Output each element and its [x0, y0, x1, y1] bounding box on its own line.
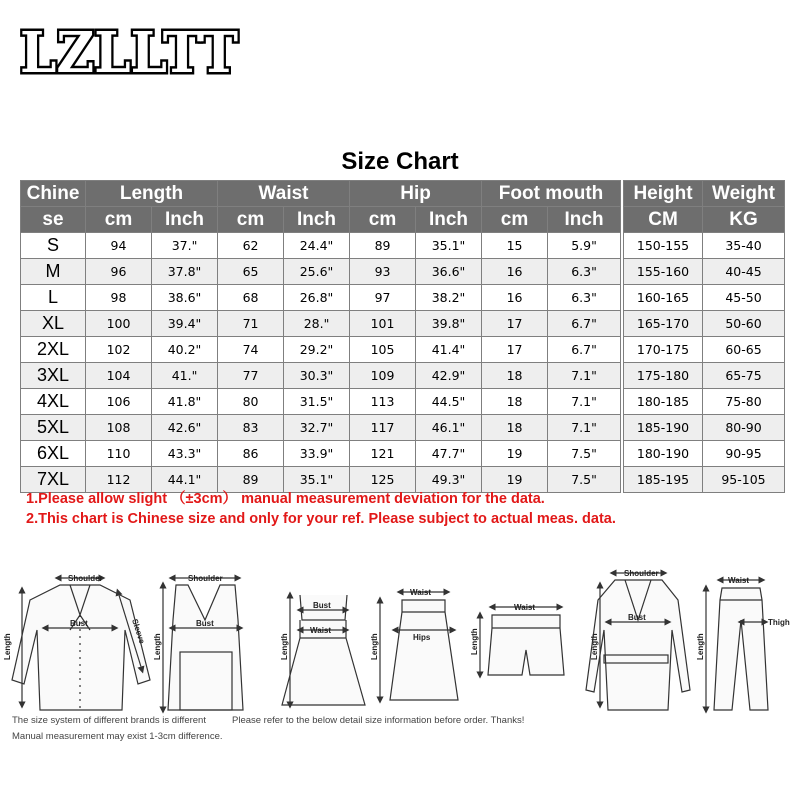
- size-cell: S: [21, 233, 86, 259]
- height-cell: 160-165: [624, 285, 703, 311]
- hw-table-body: [624, 233, 785, 493]
- size-cell: L: [21, 285, 86, 311]
- table-row: [624, 389, 785, 415]
- height-cell: 185-190: [624, 415, 703, 441]
- value-cell: 16: [482, 259, 548, 285]
- value-cell: 109: [350, 363, 416, 389]
- value-cell: 80: [218, 389, 284, 415]
- value-cell: 7.1": [548, 363, 621, 389]
- dress-length-label: Length: [280, 633, 289, 660]
- table-header-row: [21, 181, 621, 207]
- value-cell: 40.2": [152, 337, 218, 363]
- value-cell: 18: [482, 415, 548, 441]
- weight-cell: 80-90: [703, 415, 785, 441]
- header-waist: Waist: [218, 181, 350, 207]
- weight-cell: 50-60: [703, 311, 785, 337]
- weight-cell: 35-40: [703, 233, 785, 259]
- value-cell: 6.3": [548, 259, 621, 285]
- value-cell: 26.8": [284, 285, 350, 311]
- value-cell: 38.6": [152, 285, 218, 311]
- height-cell: 170-175: [624, 337, 703, 363]
- value-cell: 77: [218, 363, 284, 389]
- value-cell: 35.1": [416, 233, 482, 259]
- value-cell: 24.4": [284, 233, 350, 259]
- value-cell: 38.2": [416, 285, 482, 311]
- size-cell: M: [21, 259, 86, 285]
- value-cell: 44.1": [152, 467, 218, 493]
- value-cell: 93: [350, 259, 416, 285]
- weight-cell: 75-80: [703, 389, 785, 415]
- unit-cell: cm: [350, 207, 416, 233]
- header-foot-mouth: Foot mouth: [482, 181, 621, 207]
- value-cell: 43.3": [152, 441, 218, 467]
- unit-cell: cm: [482, 207, 548, 233]
- table-row: [624, 363, 785, 389]
- weight-cell: 45-50: [703, 285, 785, 311]
- value-cell: 39.8": [416, 311, 482, 337]
- value-cell: 37.": [152, 233, 218, 259]
- unit-cell: cm: [86, 207, 152, 233]
- value-cell: 31.5": [284, 389, 350, 415]
- shirt-length-label: Length: [3, 633, 12, 660]
- value-cell: 15: [482, 233, 548, 259]
- shirt-illustration: [12, 578, 150, 710]
- unit-cell: Inch: [416, 207, 482, 233]
- skirt-illustration: [380, 592, 458, 700]
- value-cell: 96: [86, 259, 152, 285]
- value-cell: 42.6": [152, 415, 218, 441]
- brand-logo: [18, 22, 240, 80]
- hw-header-row: [624, 181, 785, 207]
- height-cell: 180-185: [624, 389, 703, 415]
- value-cell: 28.": [284, 311, 350, 337]
- value-cell: 36.6": [416, 259, 482, 285]
- value-cell: 102: [86, 337, 152, 363]
- garment-illustrations: [0, 560, 800, 720]
- value-cell: 106: [86, 389, 152, 415]
- height-cell: 155-160: [624, 259, 703, 285]
- size-cell: 6XL: [21, 441, 86, 467]
- size-table-body: [21, 233, 621, 493]
- value-cell: 41.": [152, 363, 218, 389]
- size-table: [20, 180, 621, 493]
- brand-logo-text: LZLLTT: [20, 22, 239, 80]
- value-cell: 89: [218, 467, 284, 493]
- value-cell: 37.8": [152, 259, 218, 285]
- vest-shoulder-label: Shoulder: [188, 574, 223, 583]
- value-cell: 108: [86, 415, 152, 441]
- table-row: [624, 259, 785, 285]
- value-cell: 33.9": [284, 441, 350, 467]
- unit-height: CM: [624, 207, 703, 233]
- size-cell: 3XL: [21, 363, 86, 389]
- value-cell: 49.3": [416, 467, 482, 493]
- value-cell: 39.4": [152, 311, 218, 337]
- weight-cell: 60-65: [703, 337, 785, 363]
- value-cell: 121: [350, 441, 416, 467]
- dress-bust-label: Bust: [313, 601, 331, 610]
- header-height: Height: [624, 181, 703, 207]
- vest-length-label: Length: [153, 633, 162, 660]
- coat-illustration: [586, 573, 690, 710]
- dress-illustration: [282, 595, 365, 705]
- value-cell: 110: [86, 441, 152, 467]
- hw-unit-row: [624, 207, 785, 233]
- value-cell: 62: [218, 233, 284, 259]
- header-size: Chine: [21, 181, 86, 207]
- unit-cell: cm: [218, 207, 284, 233]
- skirt-length-label: Length: [370, 633, 379, 660]
- size-cell: 7XL: [21, 467, 86, 493]
- vest-bust-label: Bust: [196, 619, 214, 628]
- value-cell: 42.9": [416, 363, 482, 389]
- height-cell: 175-180: [624, 363, 703, 389]
- value-cell: 86: [218, 441, 284, 467]
- shirt-sleeve-label: Sleeve: [130, 617, 147, 645]
- footer-line-1: The size system of different brands is different: [12, 715, 206, 726]
- pants-thigh-label: Thigh: [768, 618, 790, 627]
- unit-cell: Inch: [284, 207, 350, 233]
- pants-waist-label: Waist: [728, 576, 750, 585]
- value-cell: 6.3": [548, 285, 621, 311]
- shorts-waist-label: Waist: [514, 603, 536, 612]
- value-cell: 18: [482, 363, 548, 389]
- skirt-hips-label: Hips: [413, 633, 431, 642]
- height-weight-table: [623, 180, 785, 493]
- value-cell: 98: [86, 285, 152, 311]
- coat-bust-label: Bust: [628, 613, 646, 622]
- value-cell: 46.1": [416, 415, 482, 441]
- value-cell: 44.5": [416, 389, 482, 415]
- value-cell: 65: [218, 259, 284, 285]
- header-hip: Hip: [350, 181, 482, 207]
- value-cell: 74: [218, 337, 284, 363]
- unit-cell: Inch: [152, 207, 218, 233]
- height-cell: 150-155: [624, 233, 703, 259]
- value-cell: 83: [218, 415, 284, 441]
- table-unit-row: [21, 207, 621, 233]
- table-row: [21, 259, 621, 285]
- page-title: Size Chart: [341, 148, 459, 175]
- value-cell: 7.5": [548, 441, 621, 467]
- table-row: [21, 415, 621, 441]
- size-cell: 2XL: [21, 337, 86, 363]
- value-cell: 117: [350, 415, 416, 441]
- shirt-shoulder-label: Shoulder: [68, 574, 103, 583]
- value-cell: 100: [86, 311, 152, 337]
- value-cell: 30.3": [284, 363, 350, 389]
- pants-illustration: [706, 580, 768, 710]
- value-cell: 113: [350, 389, 416, 415]
- header-weight: Weight: [703, 181, 785, 207]
- height-cell: 165-170: [624, 311, 703, 337]
- value-cell: 94: [86, 233, 152, 259]
- coat-shoulder-label: Shoulder: [624, 569, 659, 578]
- value-cell: 19: [482, 441, 548, 467]
- table-row: [624, 441, 785, 467]
- value-cell: 7.1": [548, 415, 621, 441]
- weight-cell: 65-75: [703, 363, 785, 389]
- header-length: Length: [86, 181, 218, 207]
- value-cell: 71: [218, 311, 284, 337]
- value-cell: 18: [482, 389, 548, 415]
- unit-weight: KG: [703, 207, 785, 233]
- value-cell: 6.7": [548, 311, 621, 337]
- value-cell: 35.1": [284, 467, 350, 493]
- footer-line-1b: Please refer to the below detail size information before order. Thanks!: [232, 715, 525, 726]
- table-row: [624, 467, 785, 493]
- value-cell: 29.2": [284, 337, 350, 363]
- value-cell: 32.7": [284, 415, 350, 441]
- weight-cell: 90-95: [703, 441, 785, 467]
- table-row: [21, 233, 621, 259]
- size-cell: XL: [21, 311, 86, 337]
- value-cell: 17: [482, 311, 548, 337]
- table-row: [624, 415, 785, 441]
- coat-length-label: Length: [590, 633, 599, 660]
- table-row: [624, 285, 785, 311]
- value-cell: 125: [350, 467, 416, 493]
- value-cell: 105: [350, 337, 416, 363]
- table-row: [21, 285, 621, 311]
- value-cell: 41.8": [152, 389, 218, 415]
- table-row: [21, 311, 621, 337]
- table-row: [21, 389, 621, 415]
- value-cell: 97: [350, 285, 416, 311]
- value-cell: 6.7": [548, 337, 621, 363]
- size-cell: 5XL: [21, 415, 86, 441]
- value-cell: 16: [482, 285, 548, 311]
- dress-waist-label: Waist: [310, 626, 332, 635]
- table-row: [624, 233, 785, 259]
- vest-illustration: [163, 578, 243, 710]
- skirt-waist-label: Waist: [410, 588, 432, 597]
- value-cell: 7.5": [548, 467, 621, 493]
- shorts-length-label: Length: [470, 628, 479, 655]
- value-cell: 68: [218, 285, 284, 311]
- size-cell: 4XL: [21, 389, 86, 415]
- shirt-bust-label: Bust: [70, 619, 88, 628]
- value-cell: 112: [86, 467, 152, 493]
- header-size-2: se: [21, 207, 86, 233]
- height-cell: 185-195: [624, 467, 703, 493]
- value-cell: 7.1": [548, 389, 621, 415]
- value-cell: 89: [350, 233, 416, 259]
- height-cell: 180-190: [624, 441, 703, 467]
- shorts-illustration: [480, 607, 564, 675]
- table-row: [21, 337, 621, 363]
- weight-cell: 40-45: [703, 259, 785, 285]
- note-deviation: 1.Please allow slight （±3cm） manual measurement deviation for the data.: [26, 491, 545, 507]
- unit-cell: Inch: [548, 207, 621, 233]
- value-cell: 25.6": [284, 259, 350, 285]
- table-row: [624, 337, 785, 363]
- table-row: [624, 311, 785, 337]
- value-cell: 104: [86, 363, 152, 389]
- weight-cell: 95-105: [703, 467, 785, 493]
- pants-length-label: Length: [696, 633, 705, 660]
- value-cell: 41.4": [416, 337, 482, 363]
- value-cell: 5.9": [548, 233, 621, 259]
- value-cell: 19: [482, 467, 548, 493]
- note-chinese-size: 2.This chart is Chinese size and only for your ref. Please subject to actual meas. data.: [26, 511, 616, 527]
- value-cell: 47.7": [416, 441, 482, 467]
- value-cell: 17: [482, 337, 548, 363]
- value-cell: 101: [350, 311, 416, 337]
- footer-line-2: Manual measurement may exist 1-3cm difference.: [12, 731, 223, 742]
- table-row: [21, 441, 621, 467]
- table-row: [21, 363, 621, 389]
